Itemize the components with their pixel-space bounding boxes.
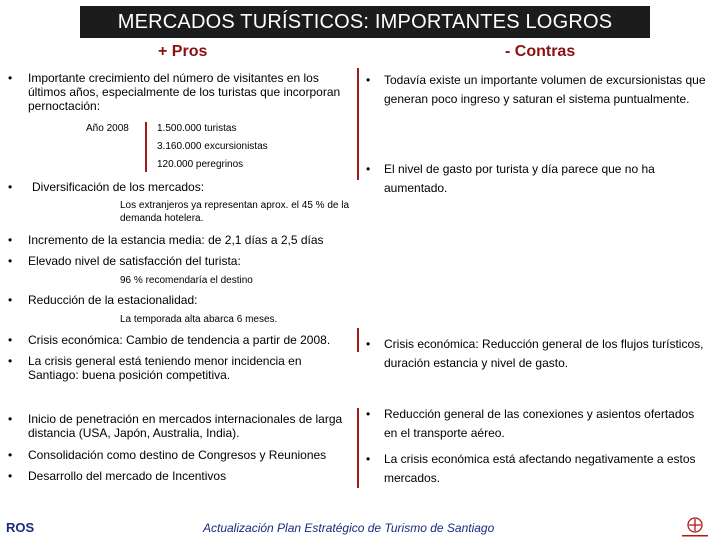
bullet-marker: • (8, 469, 13, 483)
bullet-marker: • (366, 162, 371, 176)
bullet-marker: • (8, 412, 13, 426)
pros-item-competitive-position-text: La crisis general está teniendo menor incidencia en Santiago: buena posición competitiva. (28, 354, 302, 382)
contras-item-crisis-markets (366, 450, 704, 488)
footer-ros-label: ROS (6, 520, 35, 535)
seasonality-note: La temporada alta abarca 6 meses. (120, 314, 278, 325)
footer-plan-title: Actualización Plan Estratégico de Turismo de Santiago (203, 521, 495, 535)
contras-header: - Contras (505, 43, 576, 60)
pros-item-diversification (8, 180, 332, 194)
bullet-marker: • (366, 73, 371, 87)
pros-item-incentives-text: Desarrollo del mercado de Incentivos (28, 469, 227, 483)
bullet-marker: • (366, 337, 371, 351)
year-label: Año 2008 (86, 123, 129, 134)
pros-item-competitive-position (8, 354, 350, 382)
pros-item-congresses-text: Consolidación como destino de Congresos y Reuniones (28, 448, 327, 462)
pros-item-stay-length-text: Incremento de la estancia media: de 2,1 días a 2,5 días (28, 233, 324, 247)
contras-item-excursionists-text: Todavía existe un importante volumen de excursionistas que generan poco ingreso y saturan el sistema puntualmente. (384, 73, 706, 106)
pros-item-international-markets (8, 412, 346, 440)
contras-item-crisis-flows-text: Crisis económica: Reducción general de los flujos turísticos, duración estancia y nivel de gasto. (384, 337, 704, 370)
santiago-logo-icon (676, 515, 714, 540)
pros-item-seasonality-text: Reducción de la estacionalidad: (28, 293, 198, 307)
stats-bracket-line (145, 122, 147, 172)
bullet-marker: • (8, 254, 13, 268)
pros-item-international-markets-text: Inicio de penetración en mercados internacionales de larga distancia (USA, Japón, Australia, India). (28, 412, 343, 440)
stat-excursionistas: 3.160.000 excursionistas (157, 141, 268, 152)
pros-item-satisfaction-text: Elevado nivel de satisfacción del turista: (28, 254, 241, 268)
contras-item-spending-text: El nivel de gasto por turista y día parece que no ha aumentado. (384, 162, 655, 195)
contras-item-air-connections-text: Reducción general de las conexiones y asientos ofertados en el transporte aéreo. (384, 407, 695, 440)
satisfaction-note: 96 % recomendaría el destino (120, 275, 253, 286)
contras-item-crisis-markets-text: La crisis económica está afectando negativamente a estos mercados. (384, 452, 696, 485)
pros-item-satisfaction (8, 254, 358, 268)
stat-peregrinos: 120.000 peregrinos (157, 159, 244, 170)
bullet-marker: • (366, 452, 371, 466)
slide-title: MERCADOS TURÍSTICOS: IMPORTANTES LOGROS (80, 6, 650, 38)
contras-item-crisis-flows (366, 335, 704, 373)
pros-item-incentives (8, 469, 358, 483)
bullet-marker: • (8, 233, 13, 247)
bullet-marker: • (8, 354, 13, 368)
stat-turistas: 1.500.000 turistas (157, 123, 237, 134)
diversification-note: Los extranjeros ya representan aprox. el 45 % de la demanda hotelera. (120, 200, 350, 224)
bullet-marker: • (8, 180, 13, 194)
bullet-marker: • (8, 333, 13, 347)
pros-item-crisis-trend (8, 333, 358, 347)
pros-item-growth-text: Importante crecimiento del número de visitantes en los últimos años, especialmente de los turistas que incorporan pernoctación: (28, 71, 341, 113)
bullet-marker: • (8, 293, 13, 307)
pros-item-congresses (8, 448, 358, 462)
column-divider-top (357, 68, 359, 180)
contras-item-excursionists (366, 71, 714, 109)
contras-item-spending (366, 160, 704, 198)
bullet-marker: • (366, 407, 371, 421)
pros-header: + Pros (158, 43, 208, 60)
bullet-marker: • (8, 71, 13, 85)
pros-item-seasonality (8, 293, 358, 307)
pros-item-diversification-text: Diversificación de los mercados: (32, 180, 205, 194)
pros-item-stay-length (8, 233, 358, 247)
pros-item-growth (8, 71, 346, 113)
pros-item-crisis-trend-text: Crisis económica: Cambio de tendencia a partir de 2008. (28, 333, 331, 347)
contras-item-air-connections (366, 405, 704, 443)
bullet-marker: • (8, 448, 13, 462)
